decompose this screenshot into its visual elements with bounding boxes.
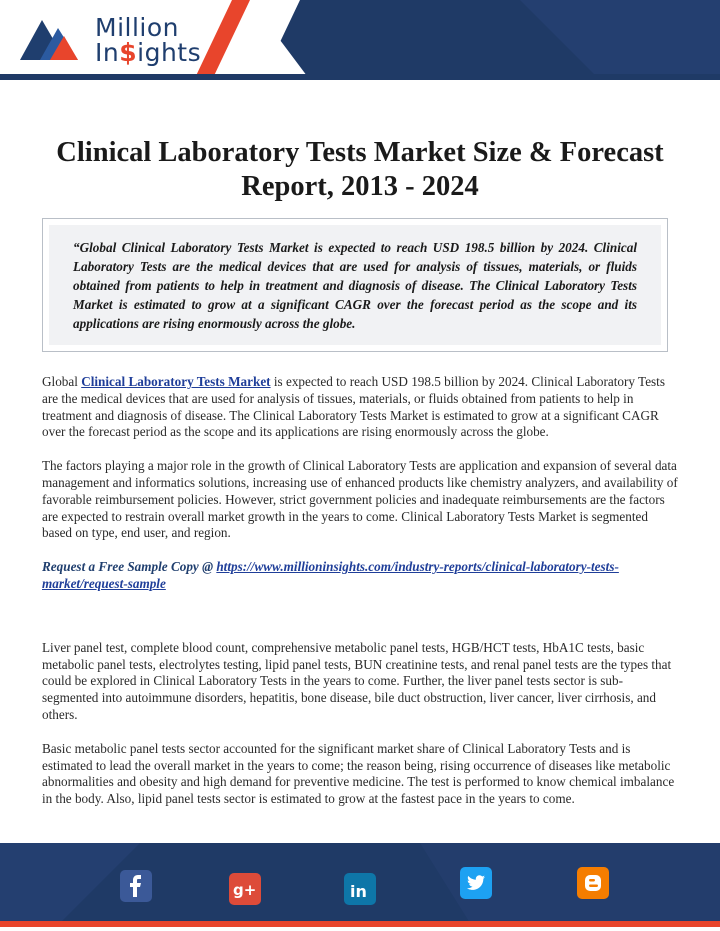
logo-text-million: Million: [95, 13, 179, 42]
summary-quote-inner: [49, 225, 661, 345]
page-header: [0, 0, 720, 80]
request-sample-link[interactable]: https://www.millioninsights.com/industry-reports/clinical-laboratory-tests-market/request-sample: [42, 559, 619, 591]
summary-quote-box: [42, 218, 668, 352]
request-sample-line: Request a Free Sample Copy @ https://www.millioninsights.com/industry-reports/clinical-laboratory-tests-market/request-sample: [42, 559, 619, 591]
blogger-icon[interactable]: [577, 867, 609, 899]
paragraph-intro: Global Clinical Laboratory Tests Market is expected to reach USD 198.5 billion by 2024. Clinical Laboratory Tests are the medical devices that are used for analysis of tissues, materials, or fluids obtained from patients to help in treatment and diagnosis of disease. The Clinical Laboratory Tests Market is estimated to grow at a significant CAGR over the forecast period as the scope and its applications are rising enormously across the globe.: [42, 374, 665, 440]
svg-text:g+: g+: [233, 881, 257, 899]
facebook-icon[interactable]: [120, 870, 152, 902]
market-link[interactable]: Clinical Laboratory Tests Market: [81, 374, 271, 389]
linkedin-icon[interactable]: [344, 873, 376, 905]
svg-text:in: in: [350, 882, 367, 901]
paragraph-growth-factors: The factors playing a major role in the growth of Clinical Laboratory Tests are application and expansion of several data management and informatics solutions, increasing use of enhanced products like chemistry analyzers, and availability of favorable reimbursement policies. However, strict government policies and inadequate reimbursements are the factors are expected to restrain overall market growth in the years to come. Clinical Laboratory Tests Market is segmented based on type, end user, and region.: [42, 458, 678, 541]
google-plus-icon[interactable]: [229, 873, 261, 905]
twitter-icon[interactable]: [460, 867, 492, 899]
article-body: [42, 374, 678, 825]
logo-text-insights: In$ights: [95, 38, 202, 67]
logo-mark-icon: [20, 12, 90, 68]
summary-quote-text: “Global Clinical Laboratory Tests Market is expected to reach USD 198.5 billion by 2024. Clinical Laboratory Tests are the medical devices that are used for analysis of tissues, materials, or fluids obtained from patients to help in treatment and diagnosis of disease. The Clinical Laboratory Tests Market is estimated to grow at a significant CAGR over the forecast period as the scope and its applications are rising enormously across the globe.: [73, 240, 637, 331]
page-footer: [0, 843, 720, 931]
page-title: Clinical Laboratory Tests Market Size & Forecast Report, 2013 - 2024: [56, 137, 664, 202]
paragraph-metabolic-panel: Basic metabolic panel tests sector accounted for the significant market share of Clinical Laboratory Tests and is estimated to lead the overall market in the years to come; the reason being, rising occurrence of diseases like metabolic abnormalities and obesity and high demand for preventive medicine. The test is performed to know chemical imbalance in the body. Also, lipid panel tests sector is estimated to grow at the fastest pace in the years to come.: [42, 740, 675, 807]
brand-logo[interactable]: [20, 12, 220, 68]
paragraph-test-types: Liver panel test, complete blood count, comprehensive metabolic panel tests, HGB/HCT tests, HbA1C tests, basic metabolic panel tests, electrolytes testing, lipid panel tests, BUN creatinine tests, and renal panel tests are the types that could be explored in Clinical Laboratory Tests in the years to come. Further, the liver panel tests sector is sub-segmented into autoimmune disorders, hepatitis, bone disease, bile duct obstruction, liver cancer, liver cirrhosis, and others.: [42, 639, 672, 722]
